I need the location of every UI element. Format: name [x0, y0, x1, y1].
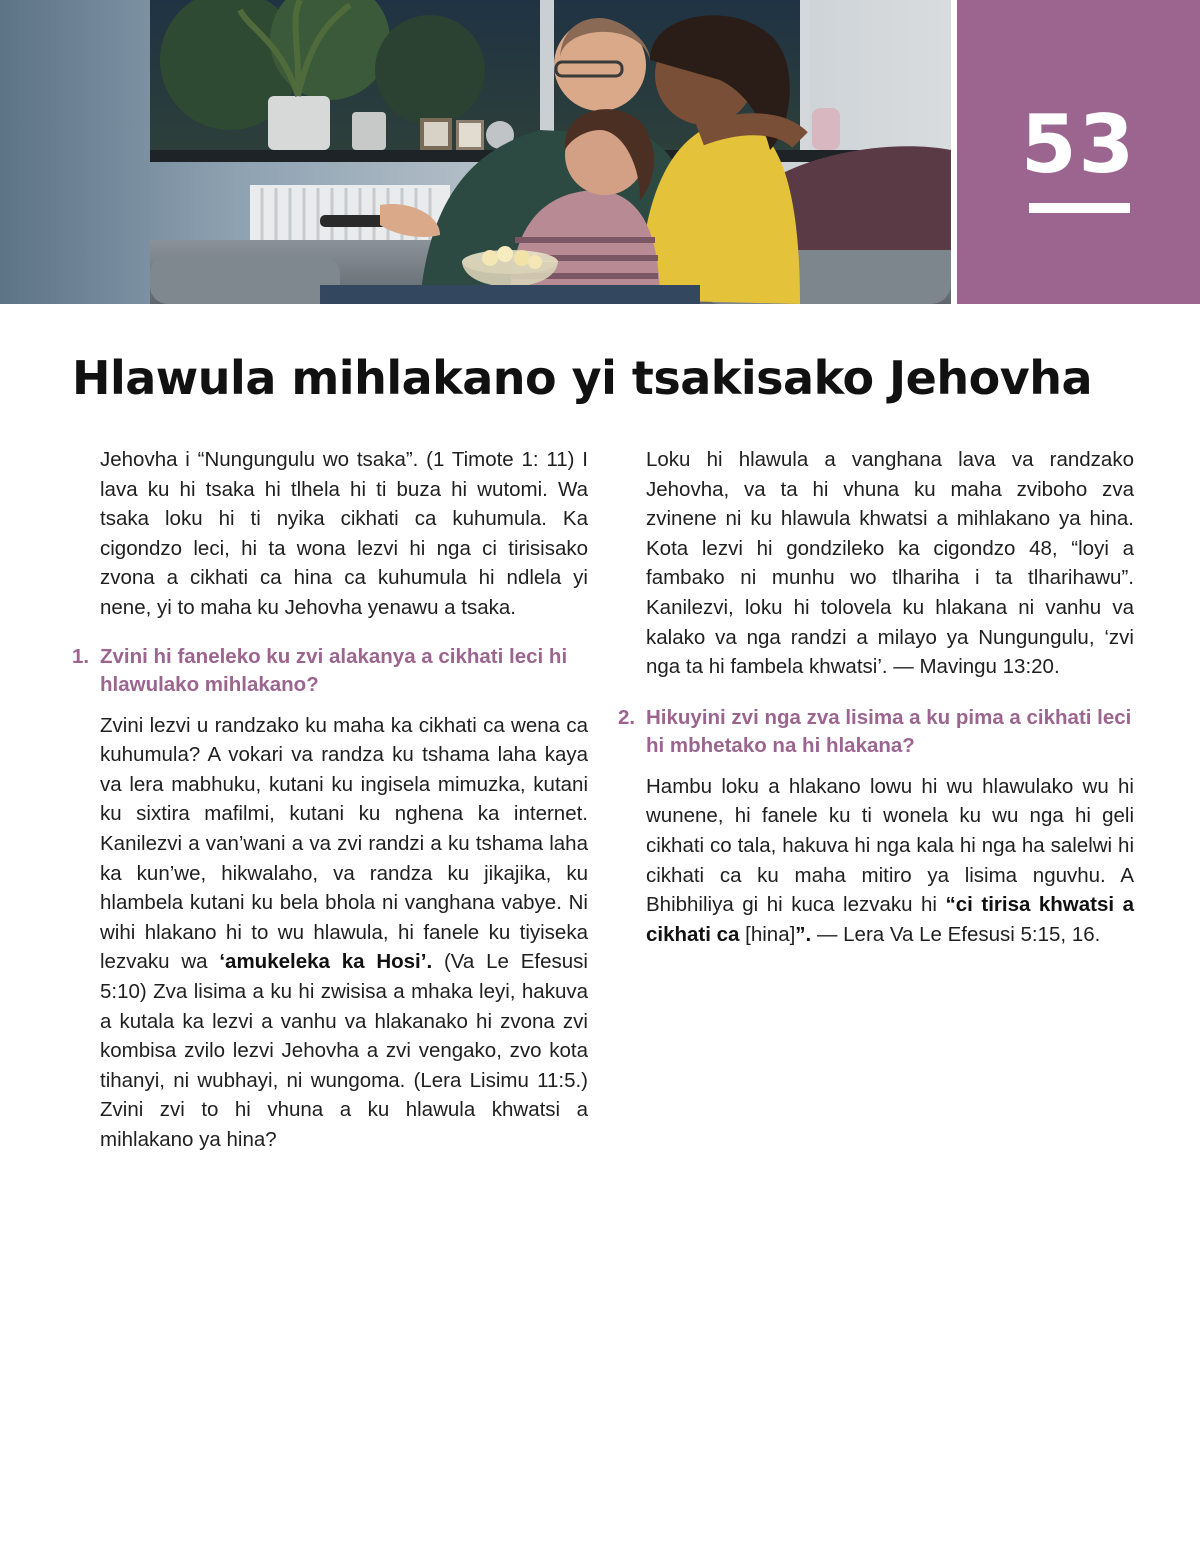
- lesson-number-underline: [1029, 203, 1130, 213]
- section-2-bold-quote: “ci tirisa khwatsi a cikhati ca: [646, 893, 1134, 946]
- section-1-bold-quote: ‘amukeleka ka Hosi’.: [219, 950, 433, 974]
- lesson-number: 53: [1020, 98, 1137, 191]
- question-2-text: Hikuyini zvi nga zva lisima a ku pima a cikhati leci hi mbhetako na hi hlakana?: [646, 705, 1132, 757]
- section-2-text-start: Hambu loku a hlakano lowu hi wu hlawulako wu hi wunene, hi fanele ku ti wonela ku wu nga hi geli cikhati co tala, hakuva hi nga kala hi nga ha salelwi hi cikhati ca ku maha mitiro ya lisima nguvhu. A Bhibhiliya gi hi kuca lezvaku hi: [646, 774, 1134, 917]
- intro-paragraph: Jehovha i “Nungungulu wo tsaka”. (1 Timote 1: 11) I lava ku hi tsaka hi tlhela hi ti buza hi wutomi. Wa tsaka loku hi ti nyika cikhati ca kuhumula. Ka cigondzo leci, hi ta wona lezvi hi nga ci tirisisako zvona a cikhati ca hina ca kuhumula hi ndlela yi nene, yi to maha ku Jehovha yenawu a tsaka.: [100, 448, 588, 619]
- question-2-heading: [618, 704, 1134, 760]
- right-column: [618, 445, 1134, 949]
- question-1-number: 1.: [72, 644, 90, 668]
- lesson-number-panel: [957, 0, 1200, 304]
- question-1-text: Zvini hi faneleko ku zvi alakanya a cikhati leci hi hlawulako mihlakano?: [100, 644, 568, 696]
- section-1-continuation-paragraph: Loku hi hlawula a vanghana lava va randzako Jehovha, va ta hi vhuna ku maha zviboho zva zvinene ni ku hlawula khwatsi a mihlakano ya hina. Kota lezvi hi gondzileko ka cigondzo 48, “loyi a fambako ni munhu wo tlhariha i ta tlharihawu”. Kanilezvi, loku hi tolovela ku hlakana ni vanhu va kalako va nga randzi a milayo ya Nungungulu, ‘zvi nga ta hi fambela khwatsi’. — Mavingu 13:20.: [646, 448, 1134, 679]
- page-title: Hlawula mihlakano yi tsakisako Jehovha: [72, 351, 1092, 405]
- section-2-text-end: — Lera Va Le Efesusi 5:15, 16.: [811, 922, 1101, 946]
- question-1-heading: [72, 643, 588, 699]
- family-watching-tv-photo: [0, 0, 951, 304]
- section-2-bracket-word: [hina]: [745, 922, 796, 946]
- section-1-paragraph: [100, 711, 588, 1155]
- section-1-text-end: (Va Le Efesusi 5:10) Zva lisima a ku hi zwisisa a mhaka leyi, hakuva a kutala ka lezvi a vanhu va hlakanako hi zvona zvi kombisa zvilo lezvi Jehovha a zvi vengako, zvo kota tihanyi, ni wubhayi, ni wungoma. (Lera Lisimu 11:5.) Zvini zvi to hi vhuna a ku hlawula khwatsi a mihlakano ya hina?: [100, 950, 588, 1151]
- question-2-number: 2.: [618, 705, 636, 729]
- section-2-bold-quote-end: ”.: [795, 922, 812, 946]
- left-column: [72, 445, 588, 1154]
- section-2-paragraph: [646, 772, 1134, 950]
- section-1-text-start: Zvini lezvi u randzako ku maha ka cikhati ca wena ca kuhumula? A vokari va randza ku tshama laha kaya va lera mabhuku, kutani ku ingisela mimuzka, kutani ku sixtira mafilmi, kutani ku nghena ka internet. Kanilezvi a van’wani a va zvi randzi a ku tshama laha ka kun’we, hikwalaho, va randza ku jikajika, ku hlambela kutani ku bela bhola ni vanghana vabye. Ni wihi hlakano hi to wu hlawula, hi fanele ku tiyiseka lezvaku wa: [100, 713, 588, 974]
